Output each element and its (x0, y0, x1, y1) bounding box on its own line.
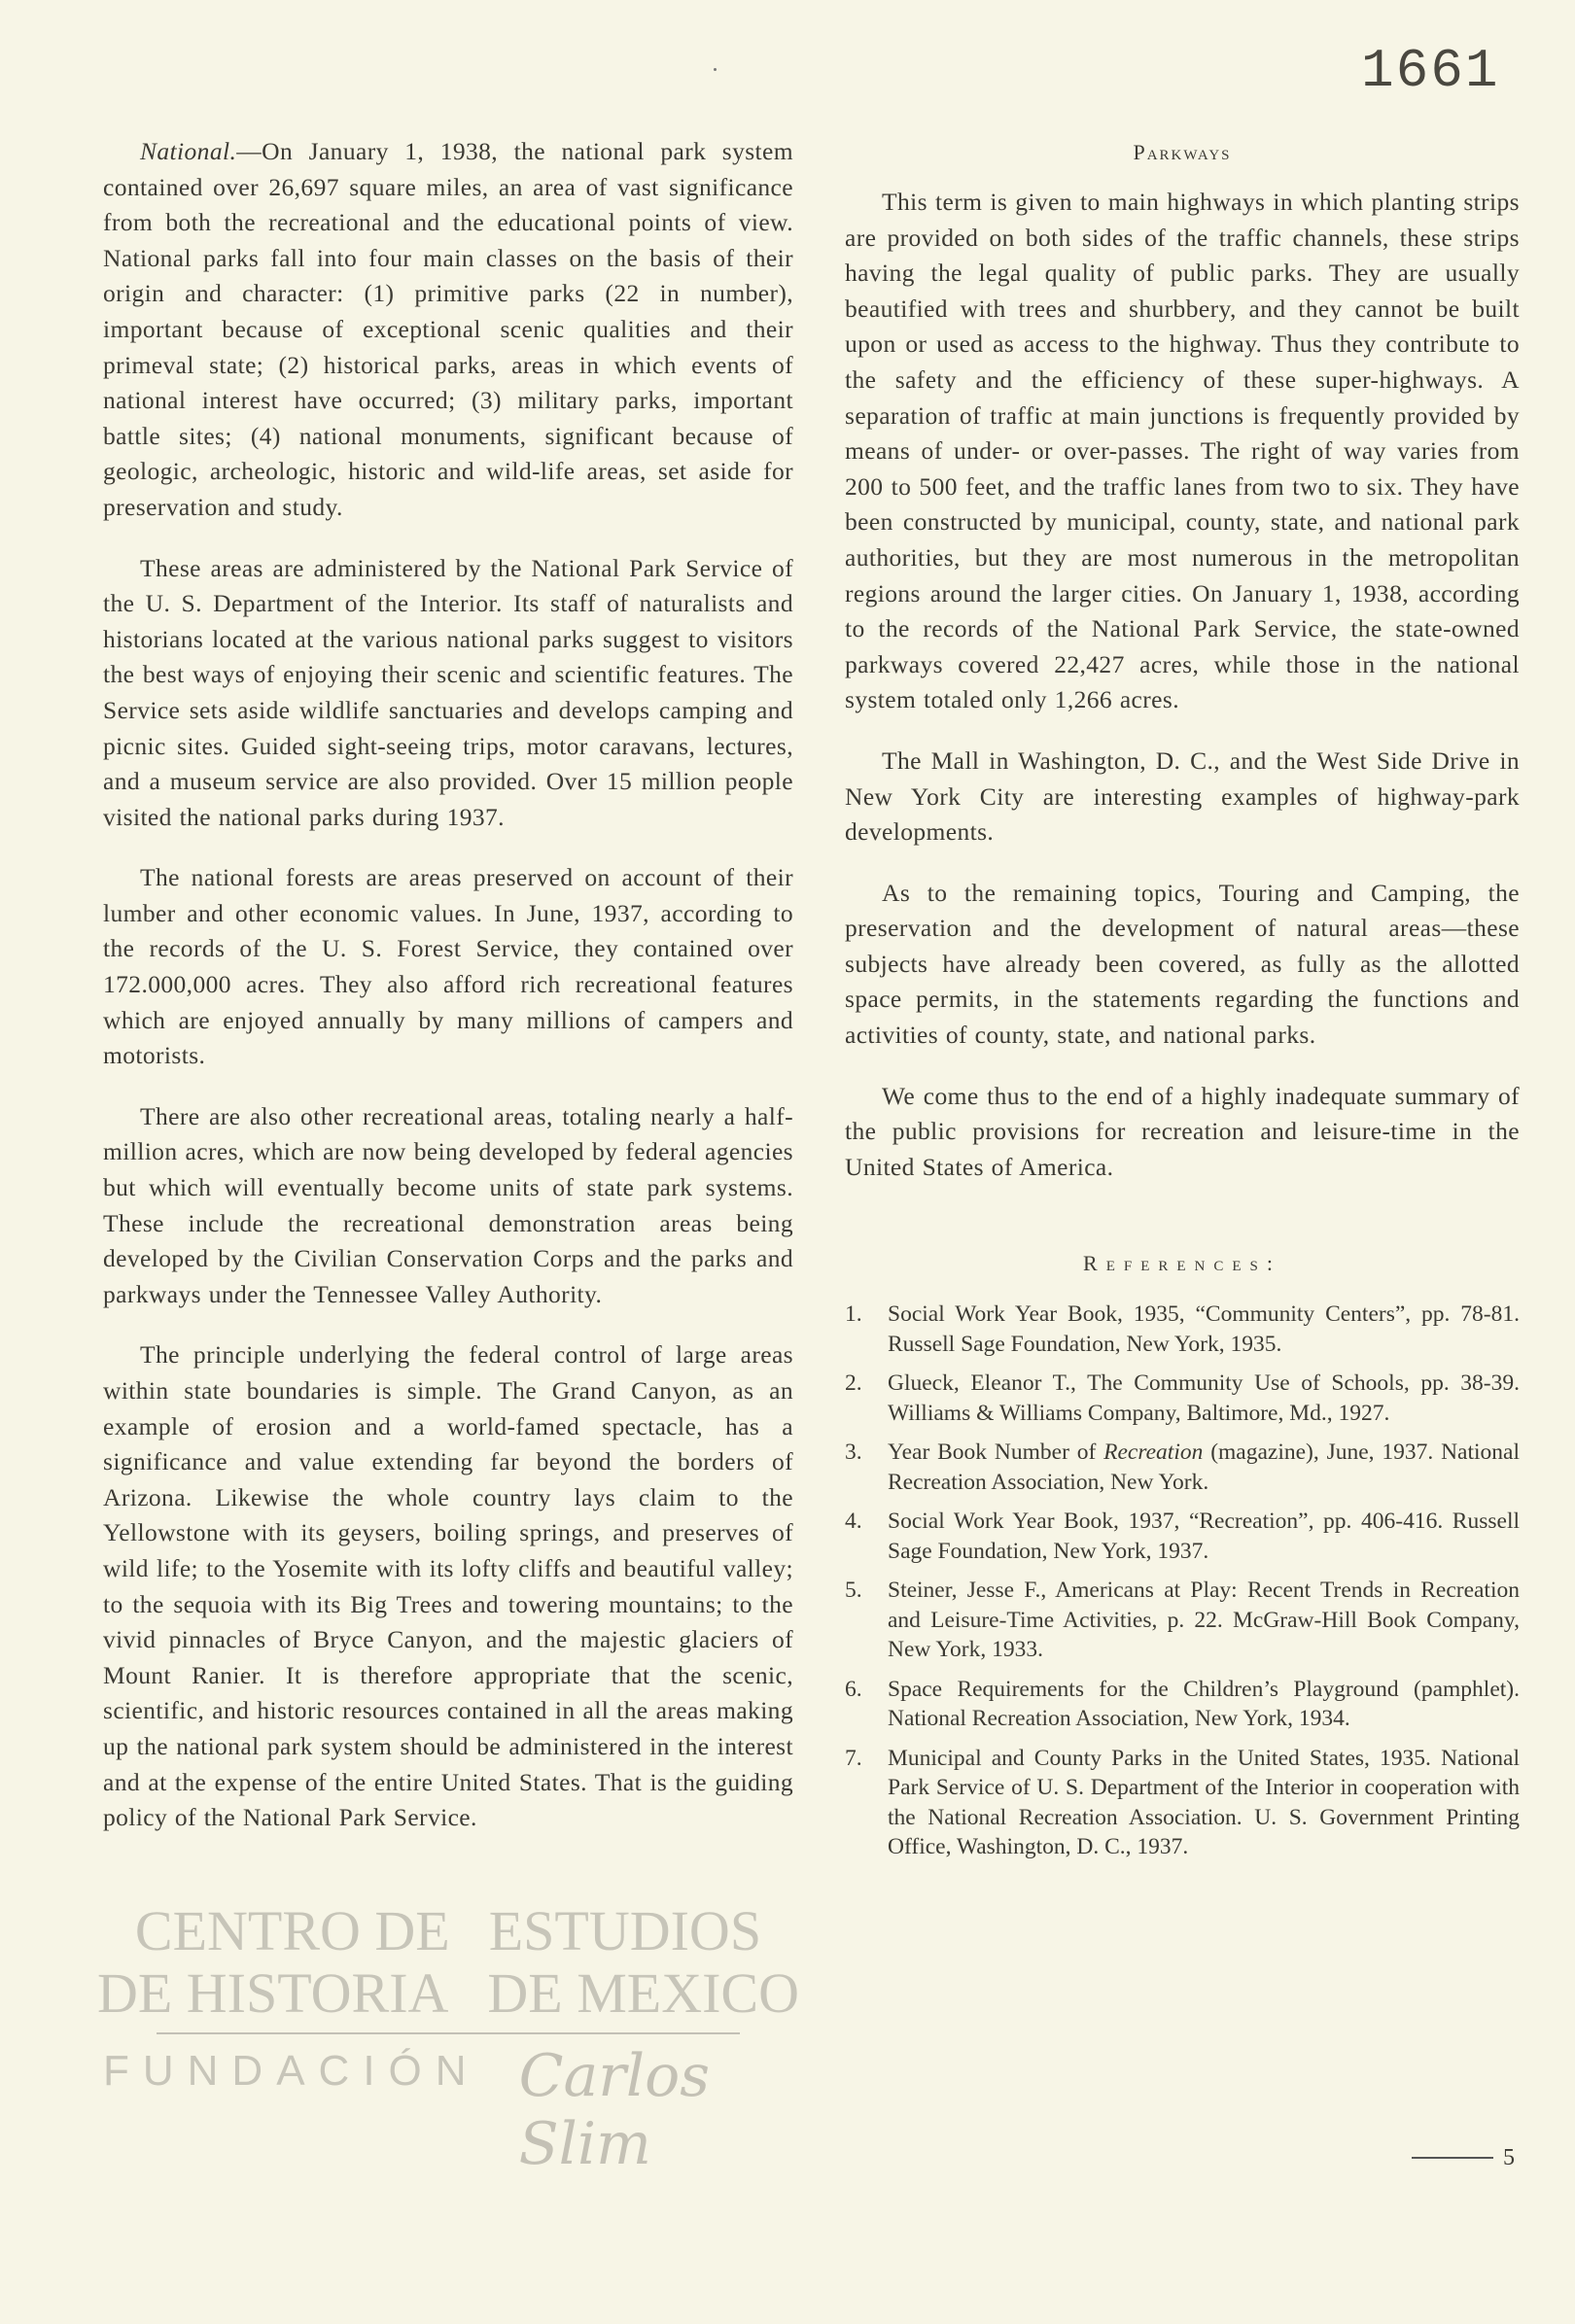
paragraph-conclusion: We come thus to the end of a highly inadequate summary of the public provisions for recreation and leisure-time in the United States of America. (845, 1081, 1520, 1181)
reference-text: Social Work Year Book, 1937, “Recreation”, pp. 406-416. Russell Sage Foundation, New York, 1937. (888, 1509, 1520, 1564)
watermark-line-3: DE HISTORIA (96, 1960, 449, 2025)
paragraph-administration: These areas are administered by the National Park Service of the U. S. Department of the Interior. Its staff of naturalists and historians located at the various national parks suggest to visitors the best ways of enjoying their scenic and scientific features. The Service sets aside wildlife sanctuaries and develops camping and picnic sites. Guided sight-seeing trips, motor caravans, lectures, and a museum service are also provided. Over 15 million people visited the national parks during 1937. (103, 553, 793, 831)
reference-number: 2. (845, 1370, 862, 1397)
reference-item (845, 1507, 1520, 1566)
reference-text: Municipal and County Parks in the United States, 1935. National Park Service of U. S. Department of the Interior in cooperation with the National Recreation Association. U. S. Government Printing Office, Washington, D. C., 1937. (888, 1745, 1520, 1860)
page-number: 5 (1503, 2145, 1515, 2170)
stamp-number: 1661 (1361, 40, 1500, 102)
paragraph-federal-control: The principle underlying the federal control of large areas within state boundaries is simple. The Grand Canyon, as an example of erosion and a world-famed spectacle, has a significance and value extending far beyond the borders of Arizona. Likewise the whole country lays claim to the Yellowstone with its geysers, boiling springs, and preserves of wild life; to the Yosemite with its lofty cliffs and beautiful valley; to the sequoia with its Big Trees and towering mountains; to the vivid pinnacles of Bryce Canyon, and the majestic glaciers of Mount Ranier. It is therefore appropriate that the scenic, scientific, and historic resources contained in all the areas making up the national park system should be administered in the interest and at the expense of the entire United States. That is the guiding policy of the National Park Service. (103, 1340, 793, 1832)
watermark-line-4: DE MEXICO (487, 1960, 800, 2025)
references-list (845, 1300, 1520, 1872)
watermark-signature: Carlos Slim (518, 2041, 711, 2178)
watermark (96, 1898, 800, 2178)
references-heading: References: (1083, 1251, 1281, 1276)
paragraph-mall: The Mall in Washington, D. C., and the West Side Drive in New York City are interesting examples of highway-park developments. (845, 746, 1520, 847)
left-column (96, 134, 800, 2178)
paragraph-text: —On January 1, 1938, the national park system contained over 26,697 square miles, an area of vast significance from both the recreational and the educational points of view. National parks fall into four main classes on the basis of their origin and character: (1) primitive parks (22 in number), important because of exceptional scenic qualities and their primeval state; (2) historical parks, areas in which events of national interest have occurred; (3) military parks, important battle sites; (4) national monuments, significant because of geologic, archeologic, historic and wild-life areas, set aside for preservation and study. (103, 137, 793, 521)
paragraph-parkways: This term is given to main highways in which planting strips are provided on both sides of the traffic channels, these strips having the legal quality of public parks. They are usually beautified with trees and shurbbery, and they cannot be built upon or used as access to the highway. Thus they contribute to the safety and the efficiency of these super-highways. A separation of traffic at main junctions is frequently provided by means of under- or over-passes. The right of way varies from 200 to 500 feet, and the traffic lanes from two to six. They have been constructed by municipal, county, state, and national park authorities, but they are most numerous in the metropolitan regions around the larger cities. On January 1, 1938, according to the records of the National Park Service, the state-owned parkways covered 22,427 acres, while those in the national system totaled only 1,266 acres. (845, 188, 1520, 714)
reference-text: Space Requirements for the Children’s Playground (pamphlet). National Recreation Association, New York, 1934. (888, 1676, 1520, 1732)
watermark-divider (157, 2032, 740, 2034)
watermark-line-2: ESTUDIOS (488, 1898, 762, 1962)
reference-item (845, 1576, 1520, 1665)
section-heading-parkways: Parkways (1133, 140, 1232, 164)
reference-number: 5. (845, 1578, 862, 1604)
reference-number: 7. (845, 1745, 862, 1771)
paragraph-national-forests: The national forests are areas preserved on account of their lumber and other economic values. In June, 1937, according to the records of the U. S. Forest Service, they contained over 172.000,000 acres. They also afford rich recreational features which are enjoyed annually by many millions of campers and motorists. (103, 863, 793, 1070)
reference-text: Social Work Year Book, 1935, “Community Centers”, pp. 78-81. Russell Sage Foundation, New York, 1935. (888, 1301, 1520, 1357)
reference-text: Glueck, Eleanor T., The Community Use of Schools, pp. 38-39. Williams & Williams Company, Baltimore, Md., 1927. (888, 1370, 1520, 1426)
watermark-row (135, 1900, 761, 1962)
watermark-row (103, 2042, 793, 2178)
watermark-fundacion: FUNDACIÓN (103, 2046, 480, 2095)
reference-item (845, 1369, 1520, 1428)
reference-number: 1. (845, 1301, 862, 1328)
right-column (845, 138, 1520, 1872)
paragraph-other-areas: There are also other recreational areas, totaling nearly a half-million acres, which are now being developed by federal agencies but which will eventually become units of state park systems. These include the recreational demonstration areas being developed by the Civilian Conservation Corps and the parks and parkways under the Tennessee Valley Authority. (103, 1101, 793, 1308)
reference-number: 3. (845, 1439, 862, 1466)
reference-item (845, 1675, 1520, 1734)
reference-text: Steiner, Jesse F., Americans at Play: Recent Trends in Recreation and Leisure-Time Activities, p. 22. McGraw-Hill Book Company, New York, 1933. (888, 1578, 1520, 1663)
reference-item (845, 1300, 1520, 1359)
reference-item (845, 1744, 1520, 1862)
watermark-line-1: CENTRO DE (134, 1898, 450, 1962)
lead-national: National. (140, 137, 237, 165)
reference-number: 4. (845, 1509, 862, 1535)
reference-text (888, 1438, 1520, 1497)
page-footer (1412, 2143, 1515, 2172)
paragraph-remaining-topics: As to the remaining topics, Touring and Camping, the preservation and the development of natural areas—these subjects have already been covered, as fully as the allotted space permits, in the statements regarding the functions and activities of county, state, and national parks. (845, 878, 1520, 1050)
reference-text-post: (magazine), June, 1937. National Recreation Association, New York. (888, 1439, 1520, 1495)
reference-text-em: Recreation (1103, 1439, 1204, 1466)
reference-number: 6. (845, 1676, 862, 1702)
footer-rule (1412, 2157, 1493, 2159)
watermark-row (97, 1962, 799, 2025)
reference-text-pre: Year Book Number of (888, 1439, 1104, 1466)
page-dot (714, 68, 717, 71)
reference-item (845, 1438, 1520, 1497)
paragraph-national-parks (103, 134, 793, 526)
